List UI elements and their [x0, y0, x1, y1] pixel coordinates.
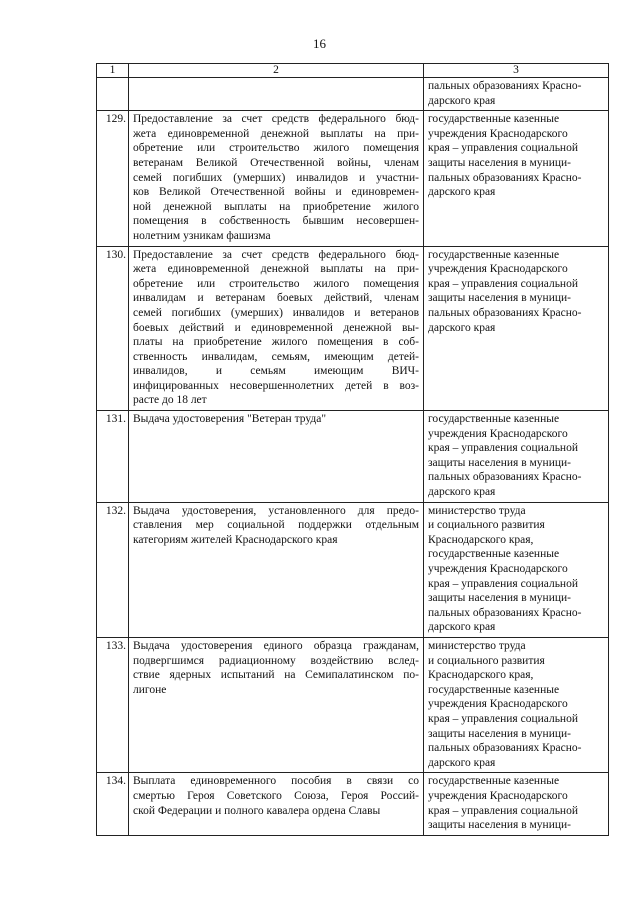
text-line: и социального развития	[428, 519, 545, 532]
text-line: Выплата единовременного пособия в связи со	[133, 775, 419, 788]
table-row	[97, 411, 609, 503]
text-line: пальных образованиях Красно-	[428, 171, 582, 184]
text-line: пальных образованиях Красно-	[428, 606, 582, 619]
header-row	[97, 64, 609, 78]
continuation-num	[97, 78, 129, 111]
service-description	[129, 502, 424, 637]
text-line: учреждения Краснодарского	[428, 127, 568, 140]
text-line: учреждения Краснодарского	[428, 789, 568, 802]
row-number: 132.	[97, 502, 129, 637]
text-line: государственные казенные	[428, 413, 560, 426]
text-line: государственные казенные	[428, 248, 560, 261]
row-number: 133.	[97, 637, 129, 772]
responsible-authority	[424, 502, 609, 637]
service-description	[129, 637, 424, 772]
text-line: защиты населения в муници-	[428, 156, 571, 169]
text-line: пальных образованиях Красно-	[428, 306, 582, 319]
row-number: 130.	[97, 246, 129, 411]
text-line: защиты населения в муници-	[428, 727, 571, 740]
text-line: края – управления социальной	[428, 277, 578, 290]
text-line: жета единовременной денежной выплаты на при-	[133, 263, 419, 276]
text-line: государственные казенные	[428, 113, 560, 126]
text-line: дарского края	[428, 186, 496, 199]
text-line: жета единовременной денежной выплаты на при-	[133, 127, 419, 140]
text-line: Предоставление за счет средств федерального бюд-	[133, 248, 419, 261]
text-line: инвалидов, и семьям имеющим ВИЧ-	[133, 365, 419, 378]
service-description	[129, 111, 424, 246]
table-row	[97, 773, 609, 835]
text-line: подвергшимся радиационному воздействию вслед-	[133, 654, 419, 667]
row-number: 134.	[97, 773, 129, 835]
text-line: обретение или строительство жилого помещения	[133, 277, 419, 290]
text-line: Выдача удостоверения единого образца гражданам,	[133, 639, 419, 652]
service-description	[129, 773, 424, 835]
text-line: лигоне	[133, 683, 167, 696]
responsible-authority	[424, 637, 609, 772]
text-line: ставления мер социальной поддержки отдельным	[133, 519, 419, 532]
text-line: Краснодарского края,	[428, 669, 534, 682]
text-line: Выдача удостоверения "Ветеран труда"	[133, 413, 327, 426]
text-line: края – управления социальной	[428, 442, 578, 455]
text-line: ветеранам Великой Отечественной войны, членам	[133, 156, 419, 169]
text-line: боевых действий и единовременной денежной вы-	[133, 321, 419, 334]
text-line: расте до 18 лет	[133, 394, 207, 407]
services-table	[96, 63, 609, 836]
header-col-3: 3	[424, 64, 609, 78]
responsible-authority	[424, 246, 609, 411]
text-line: учреждения Краснодарского	[428, 427, 568, 440]
text-line: нолетним узникам фашизма	[133, 229, 271, 242]
text-line: семей погибших (умерших) инвалидов и ветеранов	[133, 306, 419, 319]
responsible-authority	[424, 773, 609, 835]
text-line: Выдача удостоверения, установленного для предо-	[133, 504, 419, 517]
responsible-authority	[424, 411, 609, 503]
text-line: дарского края	[428, 321, 496, 334]
text-line: Предоставление за счет средств федерального бюд-	[133, 113, 419, 126]
text-line: края – управления социальной	[428, 142, 578, 155]
text-line: защиты населения в муници-	[428, 292, 571, 305]
table-row	[97, 111, 609, 246]
row-number: 131.	[97, 411, 129, 503]
text-line: министерство труда	[428, 639, 526, 652]
text-line: ской Федерации и полного кавалера ордена Славы	[133, 804, 381, 817]
continuation-row	[97, 78, 609, 111]
text-line: защиты населения в муници-	[428, 592, 571, 605]
text-line: смертью Героя Советского Союза, Героя Россий-	[133, 789, 419, 802]
continuation-service	[129, 78, 424, 111]
header-col-1: 1	[97, 64, 129, 78]
text-line: и социального развития	[428, 654, 545, 667]
text-line: обретение или строительство жилого помещения	[133, 142, 419, 155]
text-line: семей погибших (умерших) инвалидов и участни-	[133, 171, 419, 184]
text-line: ной денежной выплаты на приобретение жилого	[133, 200, 419, 213]
text-line: пальных образованиях Красно-	[428, 471, 582, 484]
text-line: края – управления социальной	[428, 804, 578, 817]
text-line: платы на приобретение жилого помещения в соб-	[133, 336, 419, 349]
text-line: помещения в собственность бывшим несовершен-	[133, 215, 419, 228]
text-line: учреждения Краснодарского	[428, 698, 568, 711]
text-line: дарского края	[428, 621, 496, 634]
text-line: ков Великой Отечественной войны и единовремен-	[133, 186, 419, 199]
text-line: министерство труда	[428, 504, 526, 517]
text-line: дарского края	[428, 486, 496, 499]
text-line: пальных образованиях Красно-	[428, 80, 582, 92]
text-line: государственные казенные	[428, 548, 560, 561]
service-description	[129, 411, 424, 503]
text-line: края – управления социальной	[428, 712, 578, 725]
text-line: защиты населения в муници-	[428, 456, 571, 469]
text-line: инвалидам и ветеранам боевых действий, членам	[133, 292, 419, 305]
text-line: государственные казенные	[428, 775, 560, 788]
text-line: пальных образованиях Красно-	[428, 742, 582, 755]
responsible-authority	[424, 111, 609, 246]
continuation-authority	[424, 78, 609, 111]
row-number: 129.	[97, 111, 129, 246]
text-line: инфицированных несовершеннолетних детей в воз-	[133, 379, 419, 392]
text-line: учреждения Краснодарского	[428, 563, 568, 575]
table-row	[97, 246, 609, 411]
table-row	[97, 637, 609, 772]
text-line: ствие ядерных испытаний на Семипалатинском по-	[133, 669, 419, 682]
text-line: государственные казенные	[428, 683, 560, 696]
text-line: края – управления социальной	[428, 577, 578, 590]
table-row	[97, 502, 609, 637]
page-number: 16	[313, 36, 326, 51]
text-line: дарского края	[428, 94, 496, 107]
text-line: ственность инвалидам, семьям, имеющим детей-	[133, 350, 419, 363]
text-line: дарского края	[428, 756, 496, 769]
text-line: учреждения Краснодарского	[428, 263, 568, 276]
text-line: защиты населения в муници-	[428, 819, 571, 832]
text-line: Краснодарского края,	[428, 533, 534, 546]
service-description	[129, 246, 424, 411]
header-col-2: 2	[129, 64, 424, 78]
text-line: категориям жителей Краснодарского края	[133, 533, 338, 546]
